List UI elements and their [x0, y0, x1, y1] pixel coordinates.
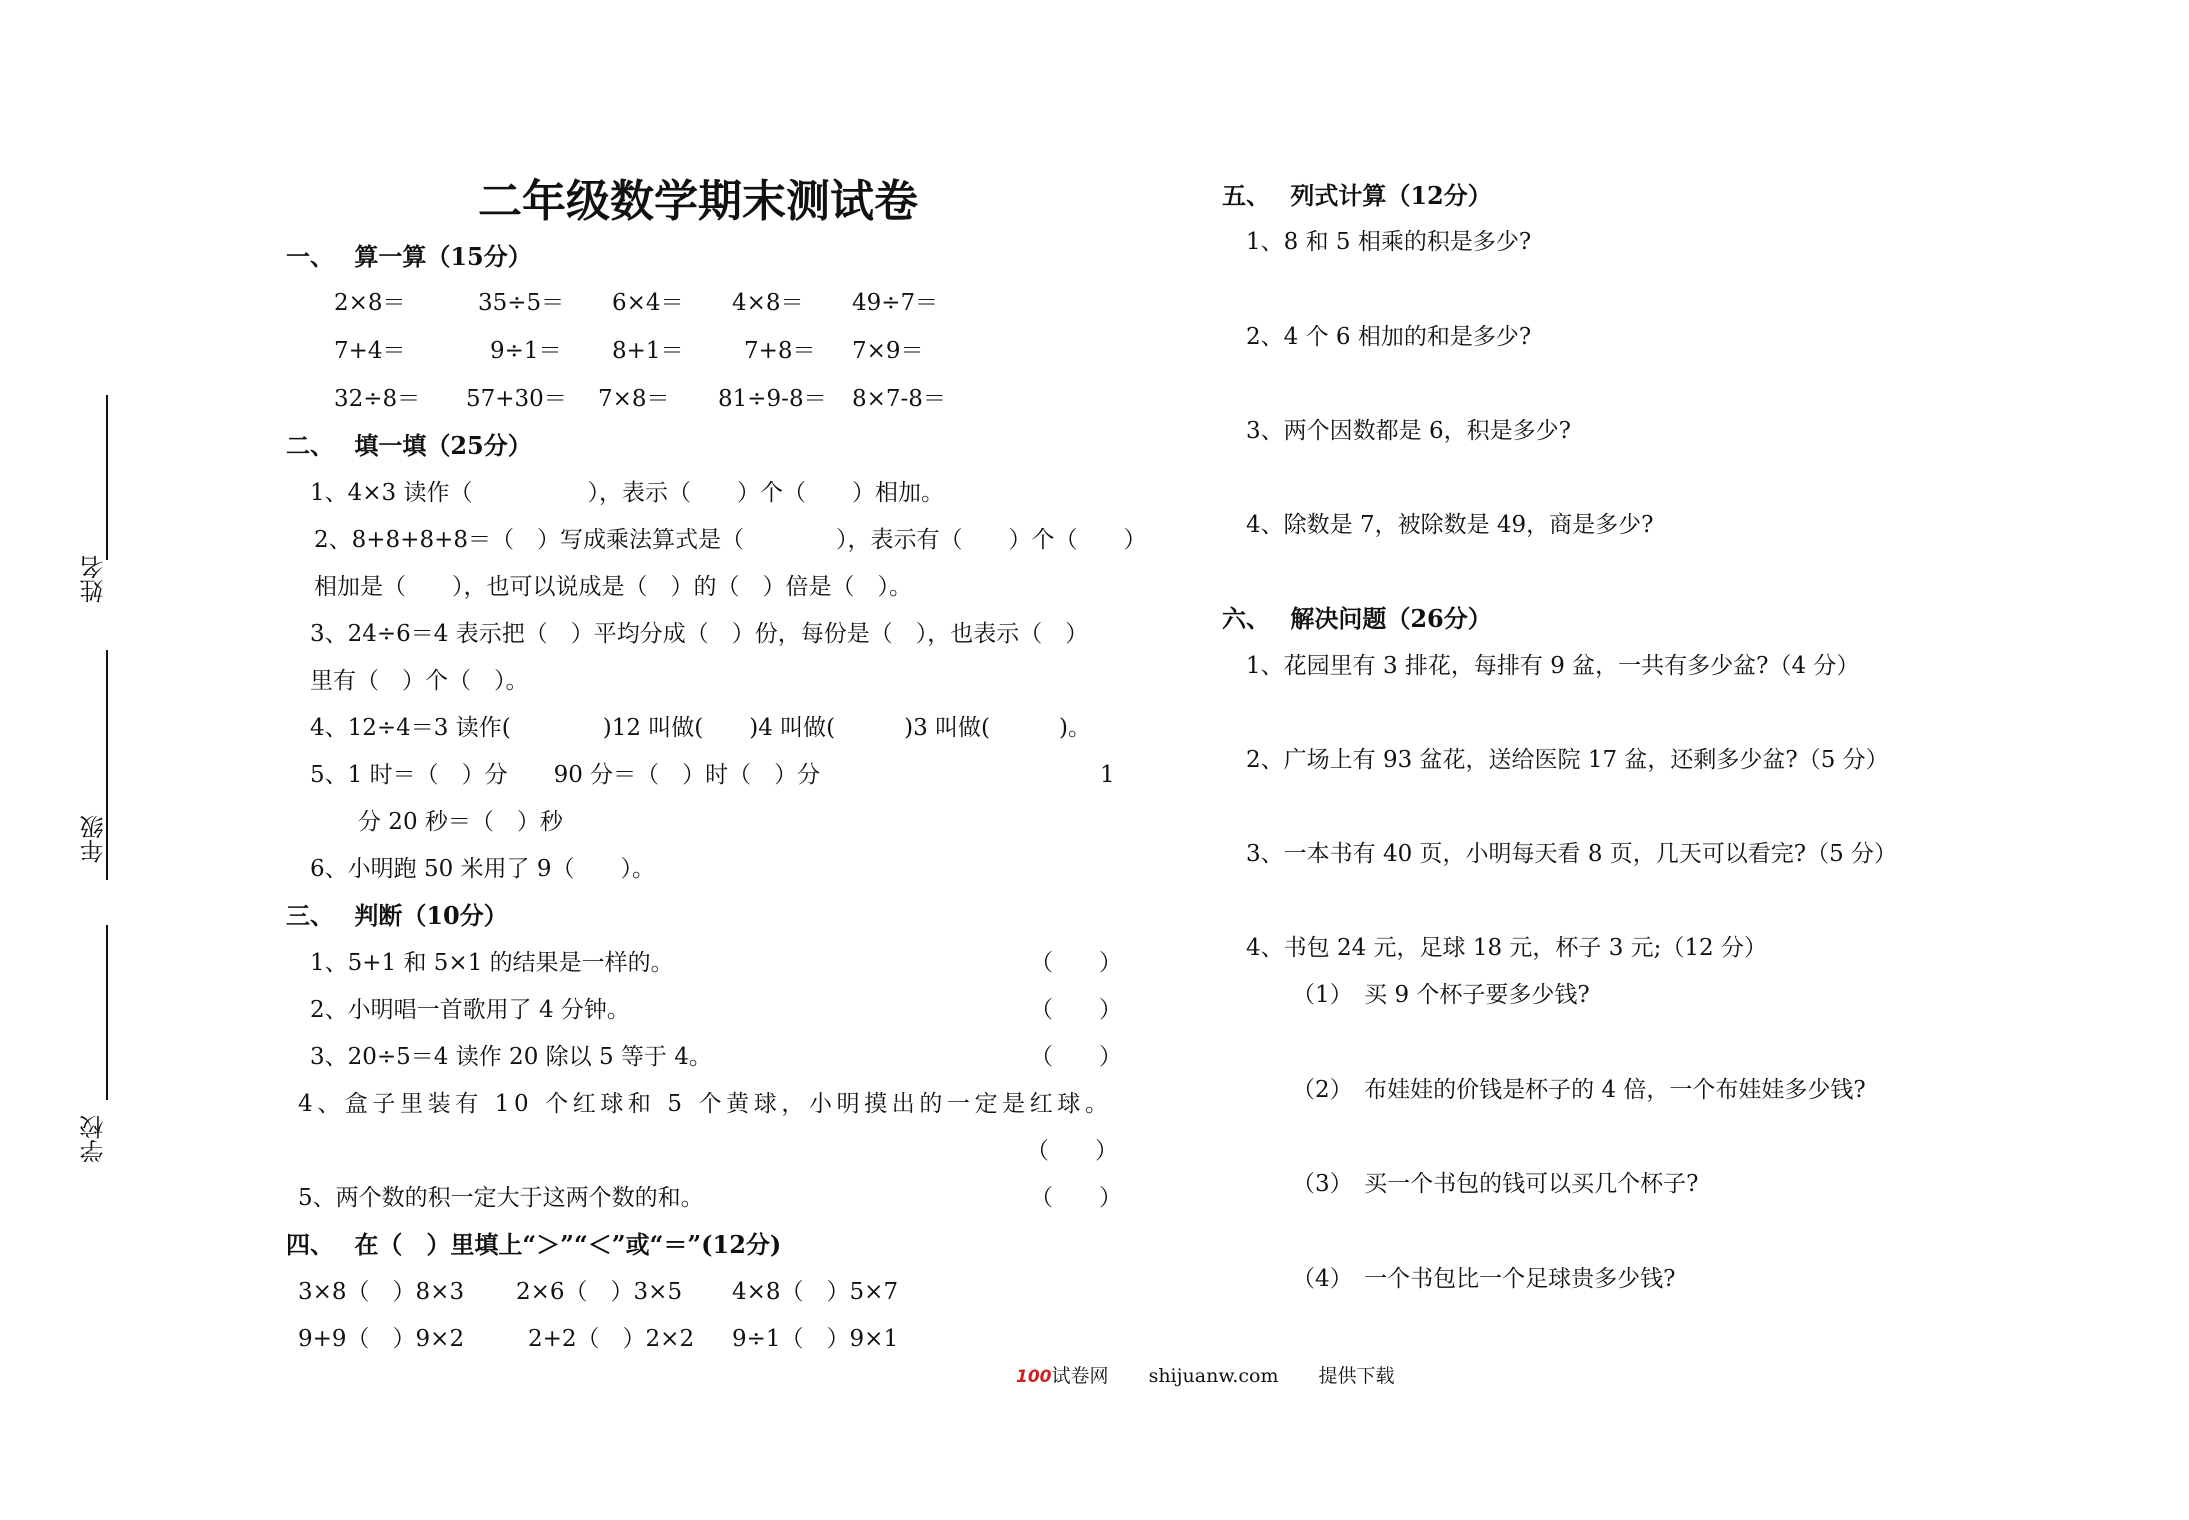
problem-1: 1、花园里有 3 排花，每排有 9 盆，一共有多少盆?（4 分） [1246, 653, 1860, 679]
calc-item: 9÷1＝ [490, 338, 562, 364]
page-title: 二年级数学期末测试卷 [478, 176, 918, 227]
calc-item: 4×8＝ [732, 290, 804, 316]
compare-item: 2+2（ ）2×2 [528, 1326, 695, 1352]
section-3-heading: 三、 判断（10分） [286, 901, 508, 930]
fill-question-5-tail: 1 [1100, 762, 1115, 788]
judge-item: 5、两个数的积一定大于这两个数的和。 [298, 1185, 704, 1211]
problem-4-sub-2: （2） 布娃娃的价钱是杯子的 4 倍，一个布娃娃多少钱? [1292, 1077, 1866, 1103]
calc-item: 8+1＝ [612, 338, 684, 364]
problem-4: 4、书包 24 元，足球 18 元，杯子 3 元;（12 分） [1246, 935, 1767, 961]
problem-4-sub-3: （3） 买一个书包的钱可以买几个杯子? [1292, 1171, 1699, 1197]
binding-line-top [106, 395, 108, 560]
site-logo: 100 [1016, 1367, 1052, 1387]
compare-item: 4×8（ ）5×7 [732, 1279, 899, 1305]
calc-item: 81÷9-8＝ [718, 386, 827, 412]
judge-paren: （ ） [1030, 997, 1122, 1023]
site-url[interactable]: shijuanw.com [1148, 1365, 1279, 1387]
compare-item: 2×6（ ）3×5 [516, 1279, 683, 1305]
footer-tail: 提供下载 [1318, 1365, 1395, 1387]
section-5-heading: 五、 列式计算（12分） [1222, 181, 1492, 210]
problem-2: 2、广场上有 93 盆花，送给医院 17 盆，还剩多少盆?（5 分） [1246, 747, 1889, 773]
calc-item: 6×4＝ [612, 290, 684, 316]
calc-question-4: 4、除数是 7，被除数是 49，商是多少? [1246, 512, 1654, 538]
fill-question-3: 3、24÷6＝4 表示把（ ）平均分成（ ）份，每份是（ ），也表示（ ） [310, 621, 1089, 647]
calc-item: 49÷7＝ [852, 290, 939, 316]
compare-item: 9+9（ ）9×2 [298, 1326, 465, 1352]
section-6-heading: 六、 解决问题（26分） [1222, 604, 1492, 633]
judge-item: 1、5+1 和 5×1 的结果是一样的。 [310, 950, 674, 976]
section-1-heading: 一、 算一算（15分） [286, 242, 532, 271]
problem-4-sub-1: （1） 买 9 个杯子要多少钱? [1292, 982, 1590, 1008]
judge-paren: （ ） [1030, 1044, 1122, 1070]
fill-question-2: 2、8+8+8+8＝（ ）写成乘法算式是（ ），表示有（ ）个（ ） [314, 527, 1147, 553]
calc-item: 7+8＝ [744, 338, 816, 364]
calc-question-1: 1、8 和 5 相乘的积是多少? [1246, 229, 1532, 255]
judge-paren: （ ） [1026, 1138, 1118, 1164]
footer [1016, 1364, 1395, 1389]
calc-item: 7×8＝ [598, 386, 670, 412]
fill-question-3-cont: 里有（ ）个（ ）。 [310, 668, 529, 694]
calc-item: 2×8＝ [334, 290, 406, 316]
site-name: 试卷网 [1051, 1365, 1109, 1387]
judge-item: 2、小明唱一首歌用了 4 分钟。 [310, 997, 630, 1023]
calc-item: 8×7-8＝ [852, 386, 946, 412]
fill-question-5: 5、1 时＝（ ）分 90 分＝（ ）时（ ）分 [310, 762, 821, 788]
calc-item: 7×9＝ [852, 338, 924, 364]
judge-item: 3、20÷5＝4 读作 20 除以 5 等于 4。 [310, 1044, 712, 1070]
problem-3: 3、一本书有 40 页，小明每天看 8 页，几天可以看完?（5 分） [1246, 841, 1898, 867]
binding-line-bottom [106, 925, 108, 1100]
fill-question-2-cont: 相加是（ ），也可以说成是（ ）的（ ）倍是（ ）。 [314, 574, 912, 600]
judge-paren: （ ） [1030, 1185, 1122, 1211]
problem-4-sub-4: （4） 一个书包比一个足球贵多少钱? [1292, 1266, 1676, 1292]
fill-question-1: 1、4×3 读作（ ），表示（ ）个（ ）相加。 [310, 480, 944, 506]
fill-question-6: 6、小明跑 50 米用了 9（ ）。 [310, 856, 655, 882]
section-4-heading: 四、 在（ ）里填上“＞”“＜”或“＝”(12分) [286, 1230, 782, 1259]
fill-question-4: 4、12÷4＝3 读作( )12 叫做( )4 叫做( )3 叫做( )。 [310, 715, 1092, 741]
compare-item: 9÷1（ ）9×1 [732, 1326, 899, 1352]
compare-item: 3×8（ ）8×3 [298, 1279, 465, 1305]
fill-question-5-cont: 分 20 秒＝（ ）秒 [358, 809, 563, 835]
section-2-heading: 二、 填一填（25分） [286, 431, 532, 460]
calc-question-2: 2、4 个 6 相加的和是多少? [1246, 324, 1532, 350]
calc-item: 7+4＝ [334, 338, 406, 364]
calc-item: 32÷8＝ [334, 386, 421, 412]
school-label: 学校 [80, 1115, 108, 1163]
judge-item: 4、盒子里装有 10 个红球和 5 个黄球，小明摸出的一定是红球。 [298, 1091, 1113, 1117]
calc-question-3: 3、两个因数都是 6，积是多少? [1246, 418, 1571, 444]
grade-label: 年级 [80, 815, 108, 863]
judge-paren: （ ） [1030, 950, 1122, 976]
calc-item: 35÷5＝ [478, 290, 565, 316]
calc-item: 57+30＝ [466, 386, 567, 412]
name-label: 姓名 [80, 555, 108, 603]
